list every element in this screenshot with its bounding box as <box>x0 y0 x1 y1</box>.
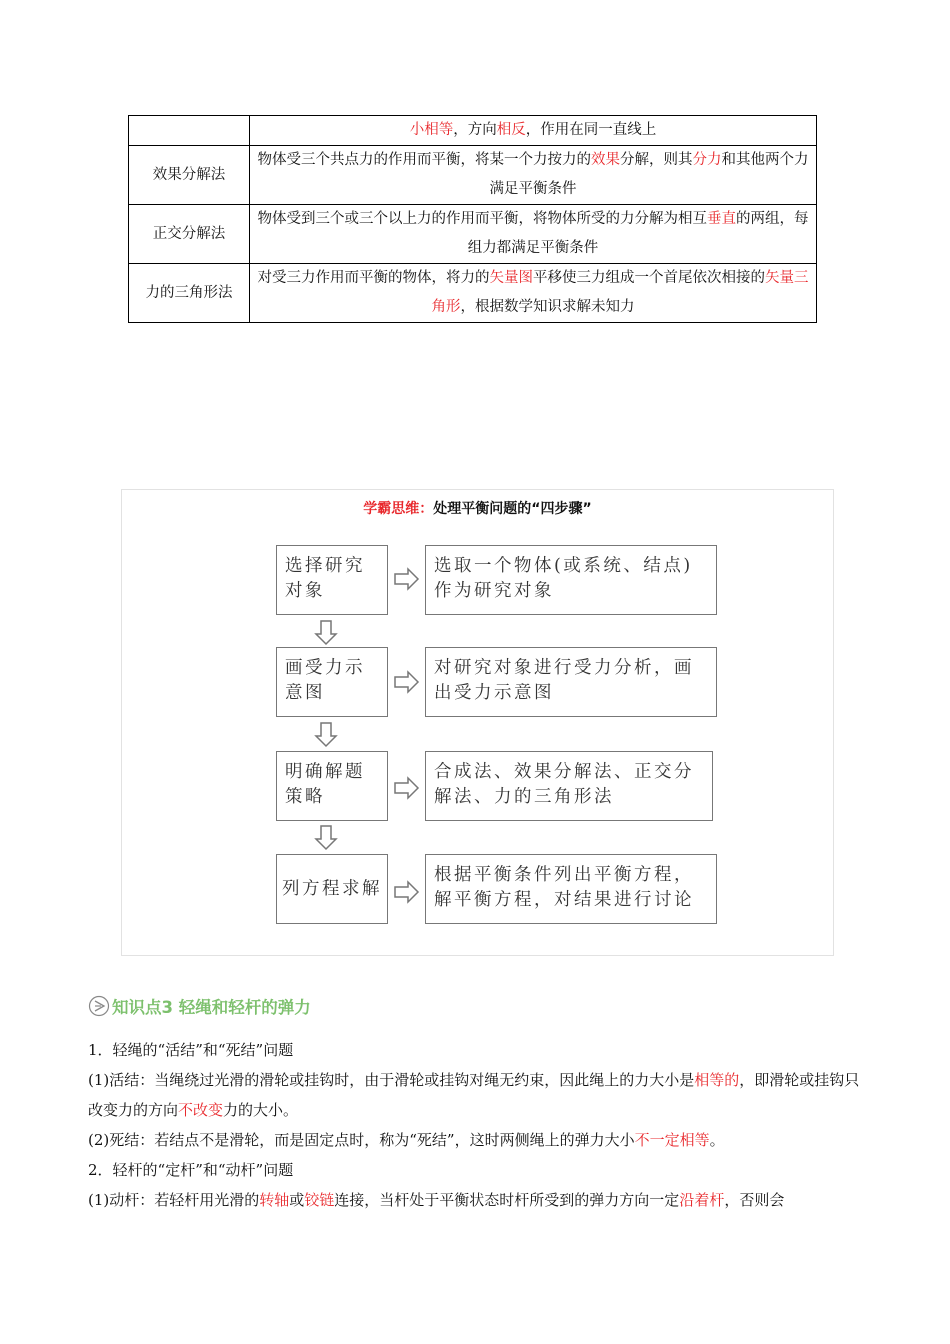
method-description: 物体受三个共点力的作用而平衡，将某一个力按力的效果分解，则其分力和其他两个力满足平衡条件 <box>250 146 817 205</box>
method-description: 小相等，方向相反，作用在同一直线上 <box>250 116 817 146</box>
step-label-box: 画受力示意图 <box>276 647 388 717</box>
paragraph: (2)死结：若结点不是滑轮，而是固定点时，称为“死结”，这时两侧绳上的弹力大小不一定相等。 <box>88 1131 725 1149</box>
step-label-box: 选择研究对象 <box>276 545 388 615</box>
arrow-down-icon <box>314 722 338 748</box>
methods-table <box>128 115 817 323</box>
step-description-box: 选取一个物体(或系统、结点)作为研究对象 <box>425 545 717 615</box>
arrow-right-icon <box>394 670 420 694</box>
arrow-right-icon <box>394 776 420 800</box>
table-row <box>129 264 817 323</box>
step-description-box: 合成法、效果分解法、正交分解法、力的三角形法 <box>425 751 713 821</box>
method-name: 力的三角形法 <box>129 264 250 323</box>
arrow-down-icon <box>314 620 338 646</box>
method-description: 物体受到三个或三个以上力的作用而平衡，将物体所受的力分解为相互垂直的两组，每组力都满足平衡条件 <box>250 205 817 264</box>
arrow-right-icon <box>394 567 420 591</box>
step-label-box: 列方程求解 <box>276 854 388 924</box>
arrow-down-icon <box>314 825 338 851</box>
method-name: 效果分解法 <box>129 146 250 205</box>
four-steps-panel <box>121 489 834 956</box>
table-row <box>129 116 817 146</box>
paragraph: (1)活结：当绳绕过光滑的滑轮或挂钩时，由于滑轮或挂钩对绳无约束，因此绳上的力大小是相等的，即滑轮或挂钩只改变力的方向不改变力的大小。 <box>88 1071 860 1119</box>
step-label-box: 明确解题策略 <box>276 751 388 821</box>
step-description-box: 根据平衡条件列出平衡方程，解平衡方程，对结果进行讨论 <box>425 854 717 924</box>
method-description: 对受三力作用而平衡的物体，将力的矢量图平移使三力组成一个首尾依次相接的矢量三角形，根据数学知识求解未知力 <box>250 264 817 323</box>
paragraph: (1)动杆：若轻杆用光滑的转轴或铰链连接，当杆处于平衡状态时杆所受到的弹力方向一定沿着杆，否则会 <box>88 1191 785 1209</box>
arrow-right-icon <box>394 880 420 904</box>
steps-title: 学霸思维：处理平衡问题的“四步骤” <box>363 501 592 517</box>
method-name: 正交分解法 <box>129 205 250 264</box>
method-name <box>129 116 250 146</box>
paragraph: 1．轻绳的“活结”和“死结”问题 <box>88 1041 294 1059</box>
knowledge-point-heading <box>88 990 311 1022</box>
knowledge-point-title: 知识点3 轻绳和轻杆的弹力 <box>112 998 311 1017</box>
step-description-box: 对研究对象进行受力分析，画出受力示意图 <box>425 647 717 717</box>
table-row <box>129 146 817 205</box>
table-row <box>129 205 817 264</box>
circled-arrow-icon <box>88 995 110 1017</box>
paragraph: 2．轻杆的“定杆”和“动杆”问题 <box>88 1161 294 1179</box>
